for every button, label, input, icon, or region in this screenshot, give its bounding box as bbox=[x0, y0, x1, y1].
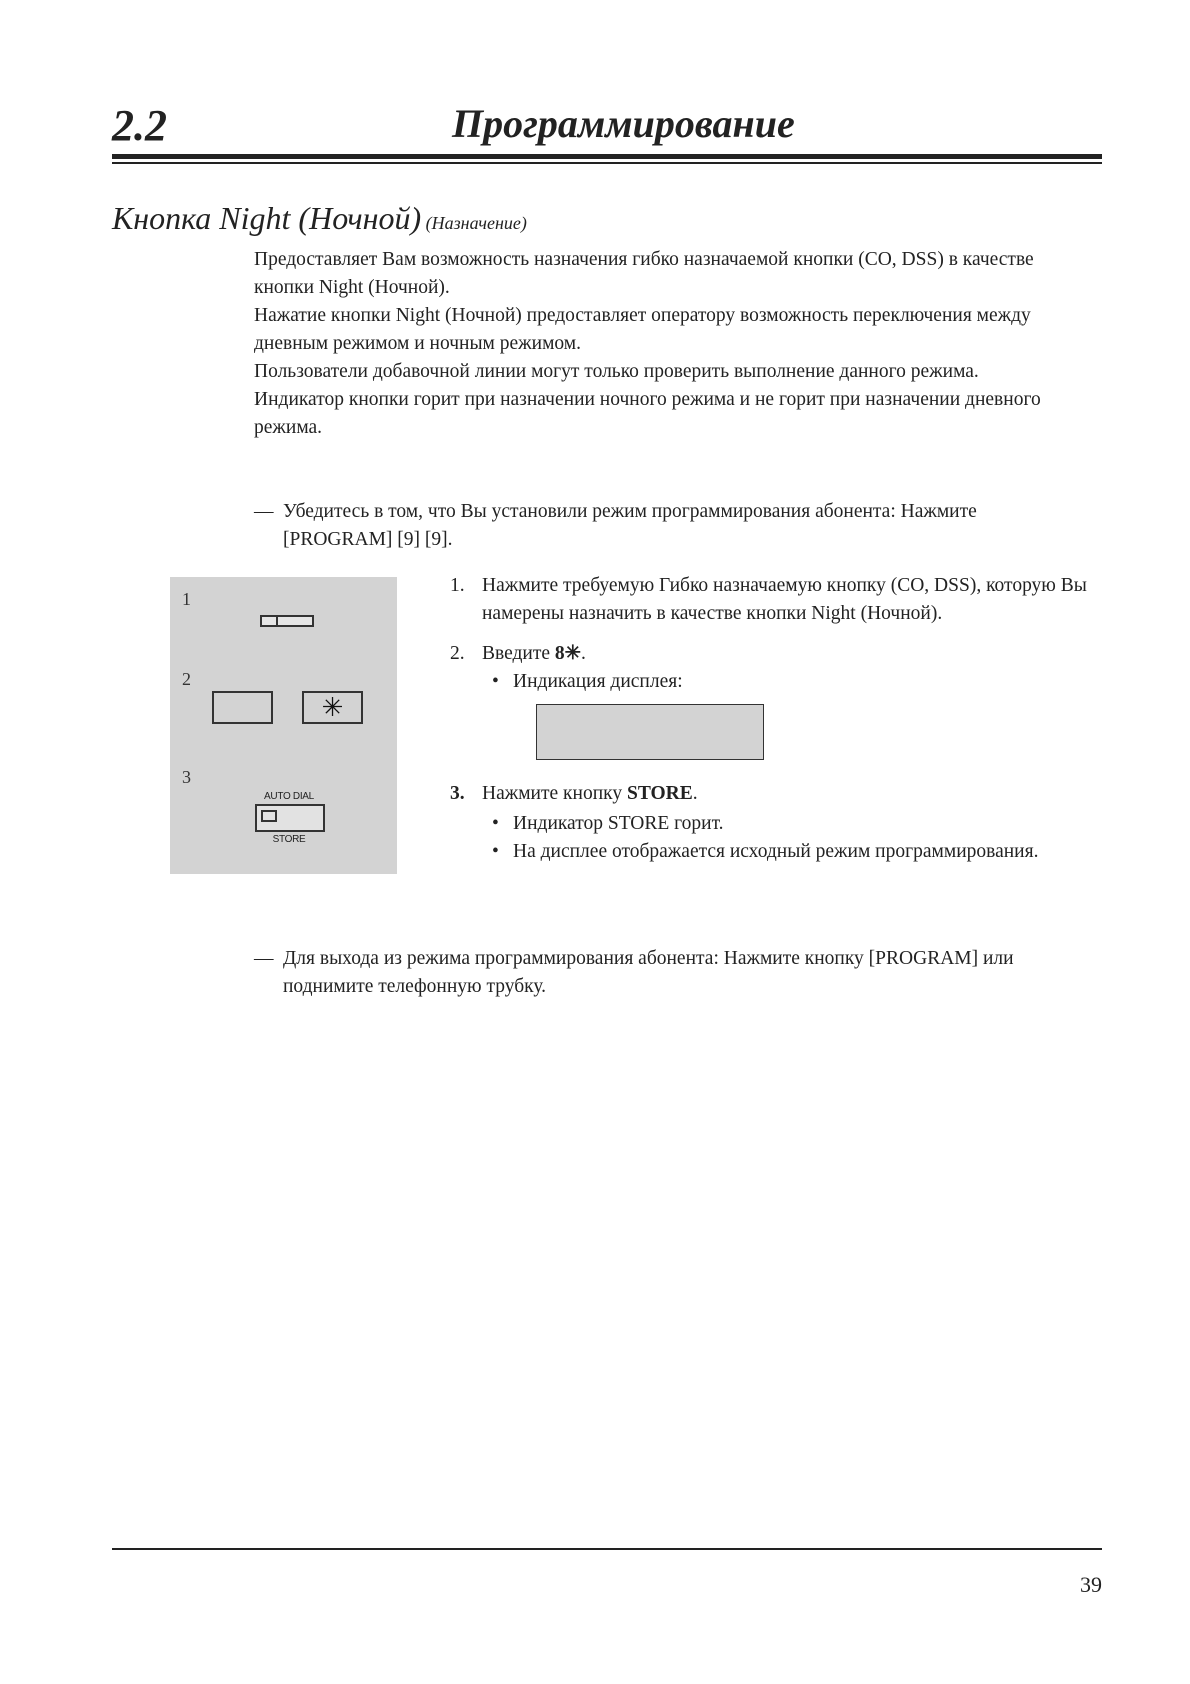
display-indication-box bbox=[536, 704, 764, 760]
footer-rule bbox=[112, 1548, 1102, 1550]
description-para-4: Индикатор кнопки горит при назначении ночного режима и не горит при назначении дневного режима. bbox=[254, 389, 1041, 438]
store-top-label: AUTO DIAL bbox=[264, 791, 314, 802]
button-led-icon bbox=[262, 617, 278, 625]
step-2-number: 2. bbox=[450, 643, 465, 664]
header-rule-thick bbox=[112, 154, 1102, 159]
step-3-suffix: . bbox=[692, 783, 698, 804]
step-2-bullet bbox=[492, 668, 1090, 696]
step-1-text: Нажмите требуемую Гибко назначаемую кнопку (CO, DSS), которую Вы намерены назначить в качестве кнопки Night (Ночной). bbox=[482, 575, 1087, 624]
dial-key-8-icon bbox=[212, 691, 273, 724]
note-end-exit-mode bbox=[254, 945, 1084, 1001]
step-3-bullet-1 bbox=[492, 810, 1090, 838]
dash-mark: — bbox=[254, 501, 274, 522]
note-end-text: Для выхода из режима программирования абонента: Нажмите кнопку [PROGRAM] или поднимите телефонную трубку. bbox=[283, 948, 1014, 997]
feature-description bbox=[254, 246, 1084, 442]
page-header bbox=[112, 100, 1102, 160]
step-2-prefix: Введите bbox=[482, 643, 555, 664]
store-button-body bbox=[255, 804, 325, 832]
dash-mark: — bbox=[254, 948, 274, 969]
step-3-bullet-2-text: На дисплее отображается исходный режим программирования. bbox=[513, 841, 1039, 862]
step-2-keys: 8✳ bbox=[554, 643, 581, 664]
panel-label-3: 3 bbox=[182, 767, 191, 787]
step-3-key: STORE bbox=[626, 783, 693, 804]
step-2-suffix: . bbox=[581, 643, 586, 664]
feature-title-main: Кнопка Night (Ночной) bbox=[112, 200, 422, 236]
bullet-dot: • bbox=[492, 671, 499, 692]
header-rule-thin bbox=[112, 162, 1102, 164]
dial-key-star-icon: ✳ bbox=[302, 691, 363, 724]
page-number: 39 bbox=[1080, 1572, 1102, 1597]
store-bottom-label: STORE bbox=[272, 834, 306, 845]
step-3 bbox=[450, 780, 1090, 808]
store-led-icon bbox=[261, 810, 277, 822]
description-para-1: Предоставляет Вам возможность назначения гибко назначаемой кнопки (CO, DSS) в качестве кнопки Night (Ночной). bbox=[254, 249, 1034, 298]
description-para-3: Пользователи добавочной линии могут только проверить выполнение данного режима. bbox=[254, 361, 979, 382]
description-para-2: Нажатие кнопки Night (Ночной) предоставляет оператору возможность переключения между дневным режимом и ночным режимом. bbox=[254, 305, 1031, 354]
step-3-prefix: Нажмите кнопку bbox=[482, 783, 627, 804]
flexible-button-icon bbox=[260, 615, 314, 627]
panel-label-2: 2 bbox=[182, 669, 191, 689]
feature-title bbox=[112, 200, 527, 237]
step-3-number: 3. bbox=[450, 783, 465, 804]
feature-title-sub: (Назначение) bbox=[421, 213, 527, 233]
step-3-bullet-2 bbox=[492, 838, 1090, 866]
section-number: 2.2 bbox=[112, 101, 167, 150]
note-start-program-mode bbox=[254, 498, 1084, 554]
panel-label-1: 1 bbox=[182, 589, 191, 609]
section-title: Программирование bbox=[452, 101, 795, 146]
step-1 bbox=[450, 572, 1090, 628]
step-2-bullet-text: Индикация дисплея: bbox=[513, 671, 683, 692]
bullet-dot: • bbox=[492, 841, 499, 862]
note-start-text: Убедитесь в том, что Вы установили режим программирования абонента: Нажмите [PROGRAM] [9] [9]. bbox=[283, 501, 977, 550]
procedure-steps bbox=[450, 572, 1090, 866]
bullet-dot: • bbox=[492, 813, 499, 834]
illustration-panel bbox=[170, 577, 397, 874]
step-3-bullet-1-text: Индикатор STORE горит. bbox=[513, 813, 724, 834]
store-button-icon bbox=[253, 791, 325, 847]
step-1-number: 1. bbox=[450, 575, 465, 596]
step-2 bbox=[450, 640, 1090, 668]
